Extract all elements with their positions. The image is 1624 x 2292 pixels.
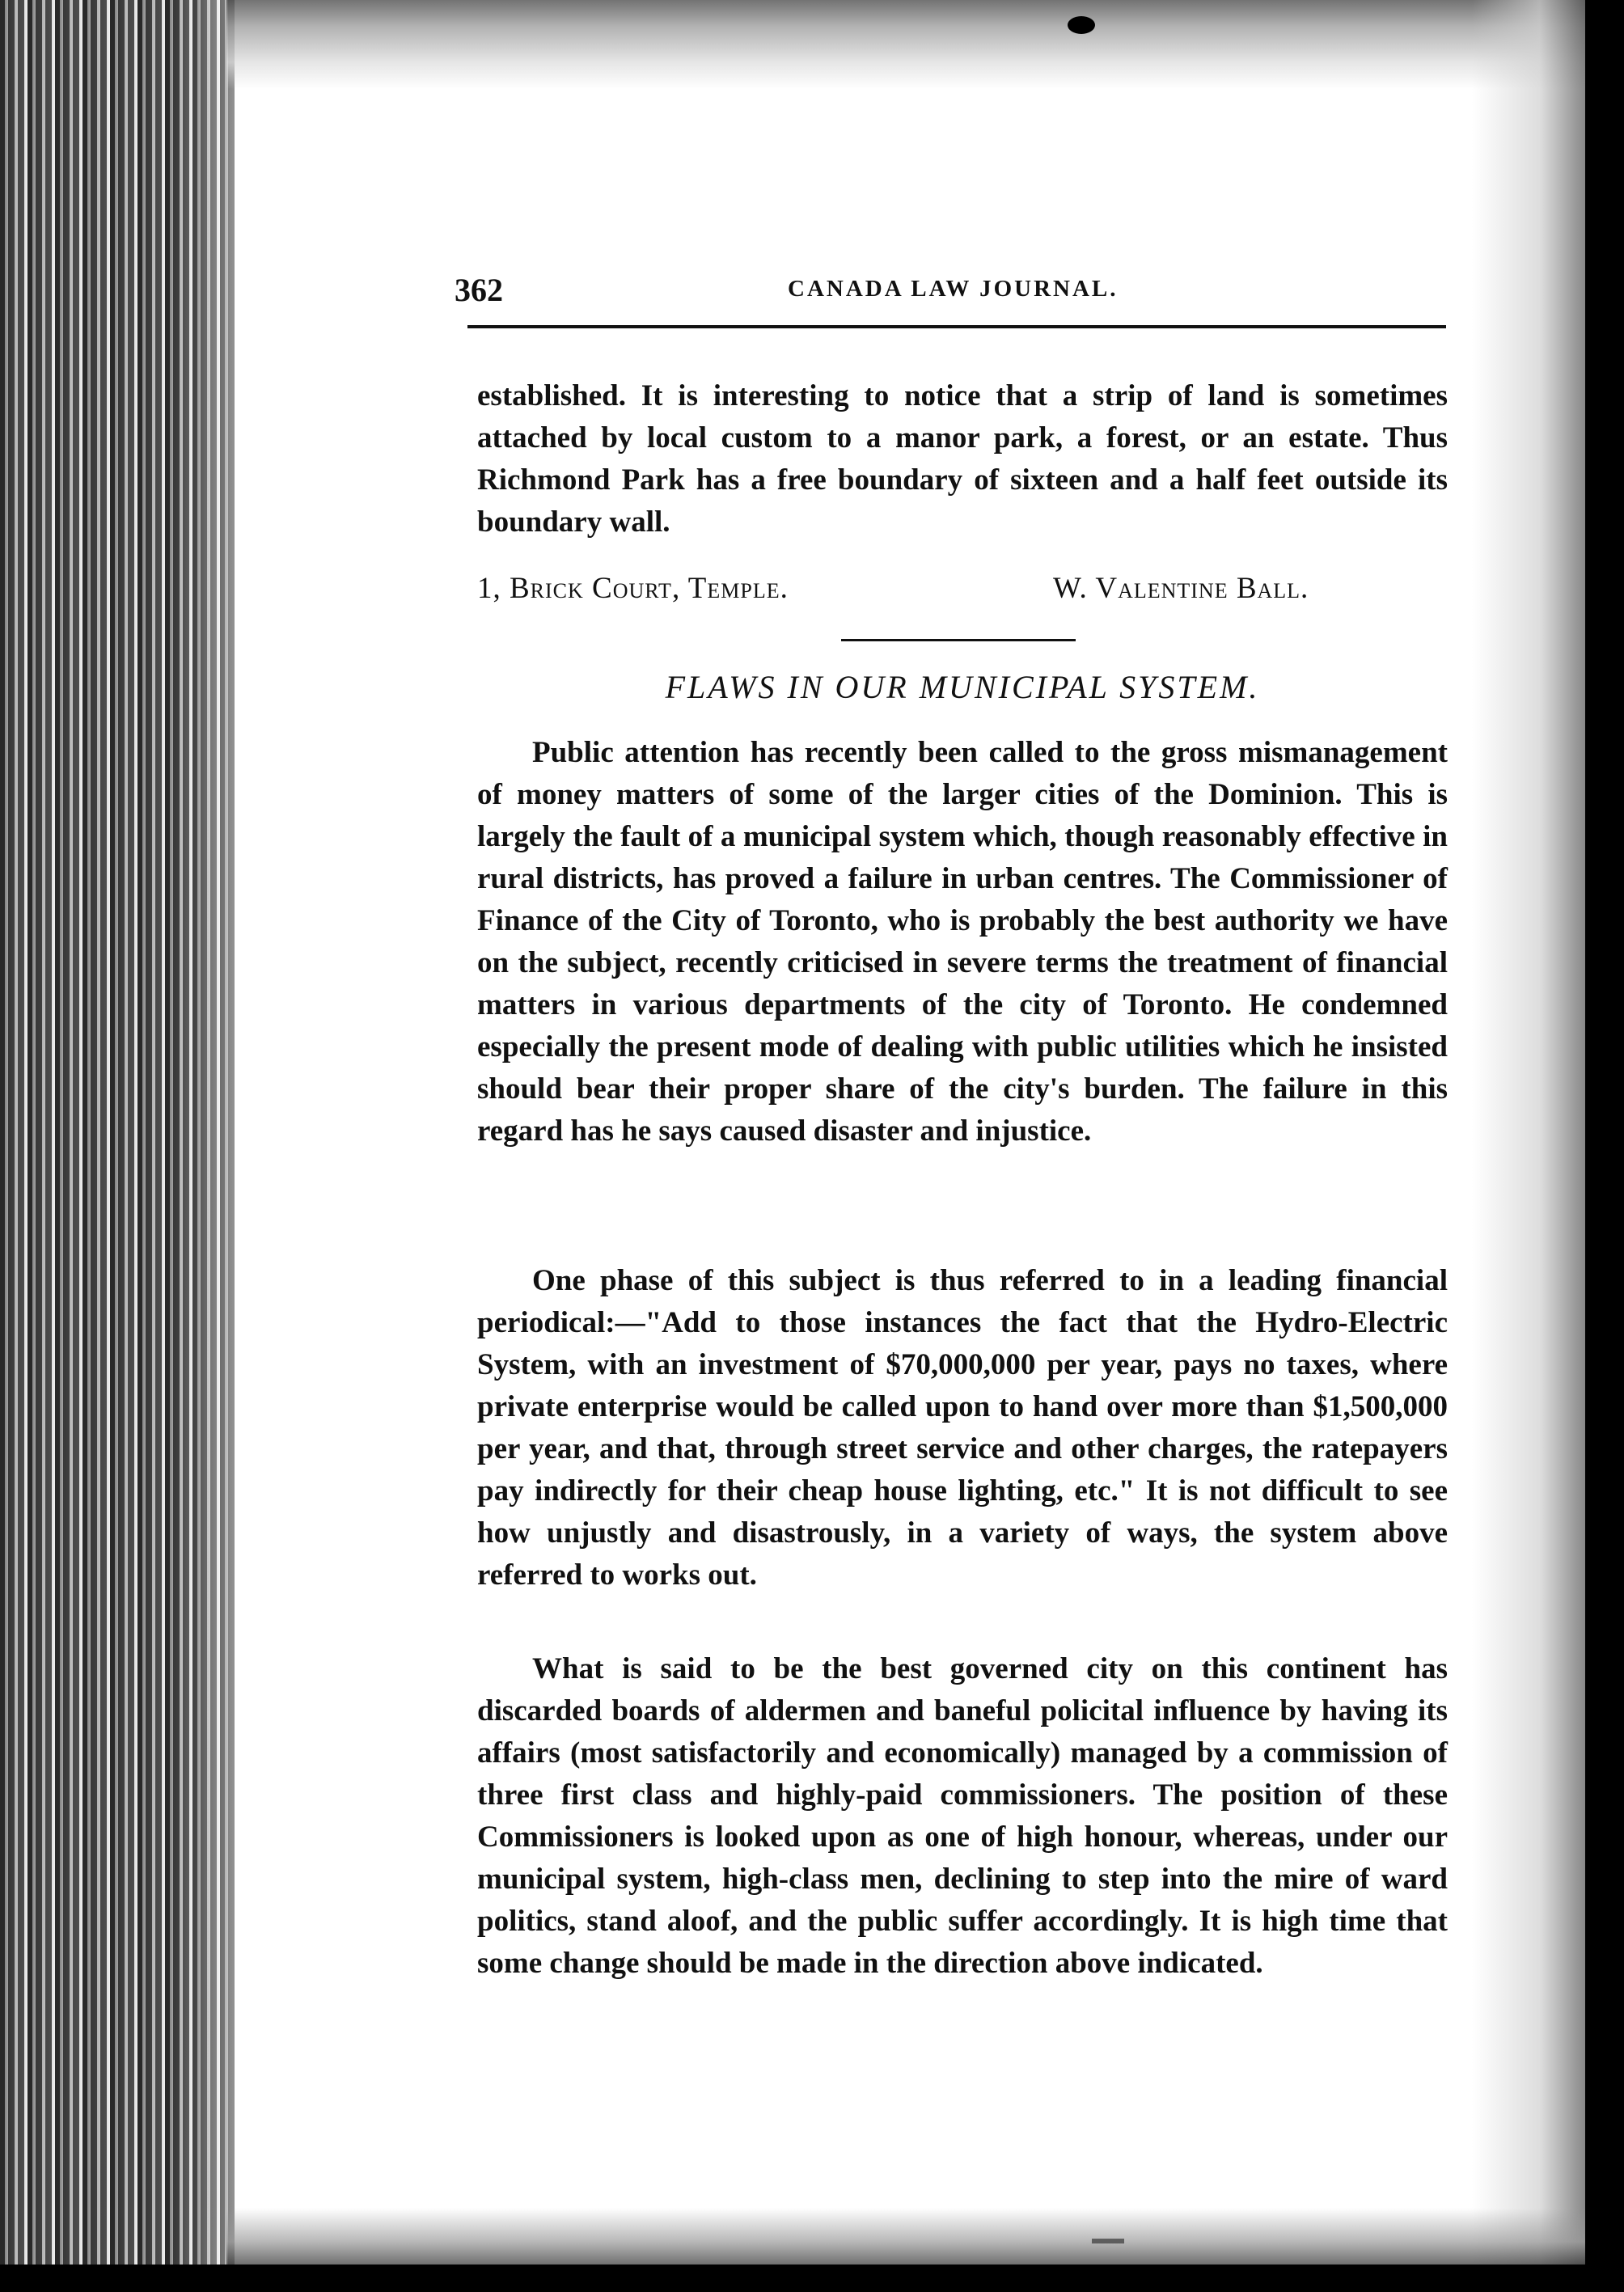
signature-address: 1, Brick Court, Temple. (477, 572, 789, 605)
opening-paragraph: established. It is interesting to notice that a strip of land is sometimes attached by local custom to a manor park, a forest, or an estate. Thus Richmond Park has a free boundary of sixteen and a half feet outside its boundary wall. (477, 379, 1448, 539)
page-right-edge (1472, 0, 1585, 2265)
journal-title: CANADA LAW JOURNAL. (788, 276, 1119, 302)
signature-author: W. Valentine Ball. (1053, 572, 1309, 605)
signature-line (477, 571, 1448, 613)
page-bottom-edge (226, 2208, 1585, 2265)
page-number: 362 (455, 272, 503, 308)
page-top-edge (226, 0, 1585, 89)
ink-smudge (1092, 2239, 1124, 2243)
section-divider (841, 639, 1076, 641)
body-paragraph: One phase of this subject is thus referred to in a leading financial periodical:—"Add to those instances the fact that the Hydro-Electric System, with an investment of $70,000,000 per year, pays no taxes, where private enterprise would be called upon to hand over more than $1,500,000 per year, and that, through street service and other charges, the ratepayers pay indirectly for their cheap house lighting, etc." It is not difficult to see how unjustly and disastrously, in a variety of ways, the system above referred to works out. (477, 1264, 1448, 1592)
body-paragraph: What is said to be the best governed city on this continent has discarded boards of aldermen and baneful policital influence by having its affairs (most satisfactorily and economically) managed by a commission of three first class and highly-paid commissioners. The position of these Commissioners is looked upon as one of high honour, whereas, under our municipal system, high-class men, declining to step into the mire of ward politics, stand aloof, and the public suffer accordingly. It is high time that some change should be made in the direction above indicated. (477, 1652, 1448, 1980)
section-heading: FLAWS IN OUR MUNICIPAL SYSTEM. (665, 669, 1260, 705)
binding-shadow (178, 0, 307, 2265)
body-paragraph: Public attention has recently been called to the gross mismanagement of money matters of some of the larger cities of the Dominion. This is largely the fault of a municipal system which, though reasonably effective in rural districts, has proved a failure in urban centres. The Commissioner of Finance of the City of Toronto, who is probably the best authority we have on the subject, recently criticised in severe terms the treatment of financial matters in various departments of the city of Toronto. He condemned especially the present mode of dealing with public utilities which he insisted should bear their proper share of the city's burden. The failure in this regard has he says caused disaster and injustice. (477, 736, 1448, 1148)
running-head (455, 271, 1449, 319)
ink-blot (1068, 16, 1095, 34)
header-rule (467, 325, 1446, 328)
